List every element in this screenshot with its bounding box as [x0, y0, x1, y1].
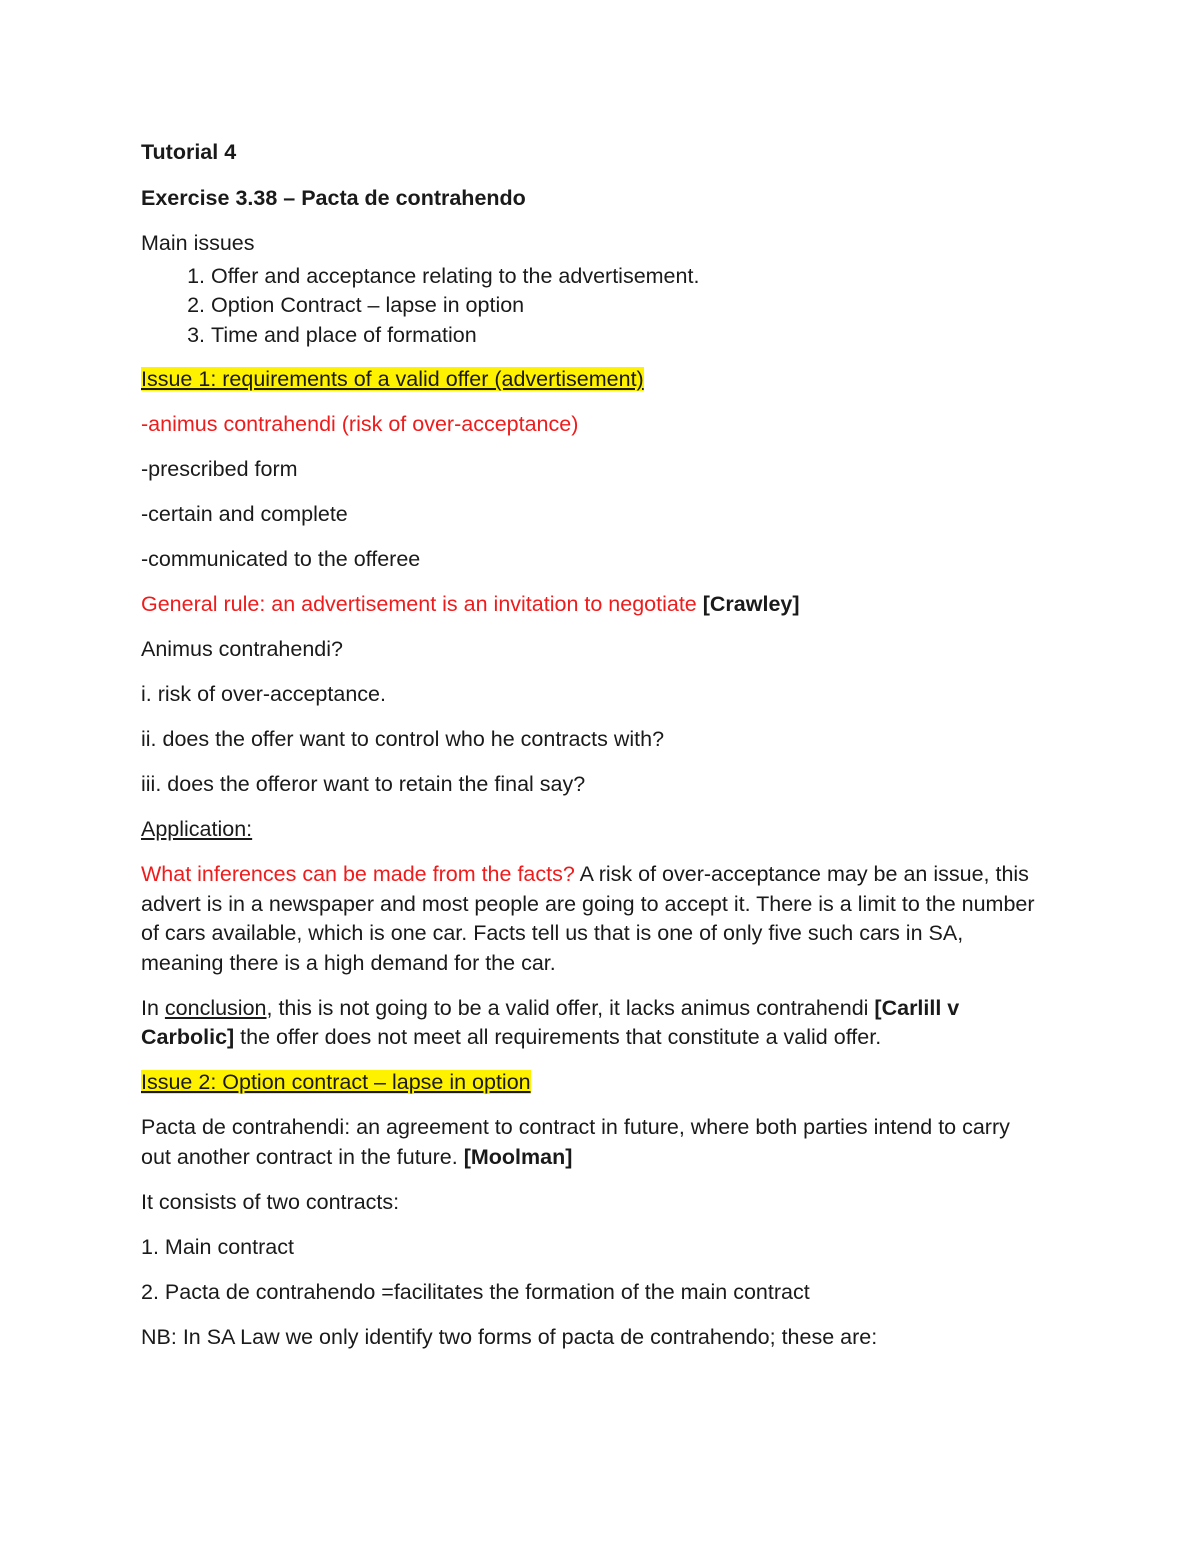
nb-line: NB: In SA Law we only identify two forms of pacta de contrahendo; these are:	[141, 1324, 878, 1349]
application-text: A risk of over-acceptance may be an issue, this advert is in a newspaper and most people are going to accept it. There is a limit to the number of cars available, which is one car. Facts tell us that is one of only five such cars in SA, meaning there is a high demand for the car.	[141, 862, 1035, 975]
case-citation-carlill: [Carlill v Carbolic]	[141, 995, 960, 1049]
general-rule-text: General rule: an advertisement is an invitation to negotiate	[141, 592, 703, 616]
contract-1: 1. Main contract	[141, 1234, 294, 1259]
point-i: i. risk of over-acceptance.	[141, 682, 386, 706]
application-paragraph	[141, 860, 1041, 978]
doc-title: Tutorial 4	[141, 140, 237, 164]
conclusion-text: , this is not going to be a valid offer, it lacks animus contrahendi	[266, 995, 875, 1020]
list-item: 1. Offer and acceptance relating to the advertisement.	[211, 262, 1041, 292]
case-citation-moolman: [Moolman]	[463, 1144, 573, 1169]
exercise-heading: Exercise 3.38 – Pacta de contrahendo	[141, 185, 526, 210]
list-item: 3. Time and place of formation	[211, 321, 1041, 351]
conclusion-paragraph	[141, 994, 1041, 1053]
issue2-heading: Issue 2: Option contract – lapse in option	[141, 1070, 531, 1094]
requirement-communicated: -communicated to the offeree	[141, 547, 421, 571]
contract-2: 2. Pacta de contrahendo =facilitates the formation of the main contract	[141, 1279, 810, 1304]
issue1-heading-line	[141, 365, 1041, 395]
conclusion-in: In	[141, 995, 165, 1020]
list-item: 2. Option Contract – lapse in option	[211, 291, 1041, 321]
main-issues-label: Main issues	[141, 230, 255, 255]
requirement-animus: -animus contrahendi (risk of over-acceptance)	[141, 412, 579, 436]
application-label-line	[141, 815, 1041, 845]
animus-question: Animus contrahendi?	[141, 637, 343, 661]
point-iii: iii. does the offeror want to retain the final say?	[141, 772, 586, 796]
requirement-form: -prescribed form	[141, 457, 298, 481]
application-question: What inferences can be made from the facts?	[141, 862, 575, 886]
consists-line: It consists of two contracts:	[141, 1189, 400, 1214]
case-citation-crawley: [Crawley]	[702, 592, 800, 616]
issue1-heading: Issue 1: requirements of a valid offer (advertisement)	[141, 367, 644, 391]
application-label: Application:	[141, 817, 253, 841]
pacta-paragraph	[141, 1113, 1041, 1172]
requirement-certain: -certain and complete	[141, 502, 348, 526]
pacta-text: Pacta de contrahendi: an agreement to contract in future, where both parties intend to carry out another contract in the future.	[141, 1115, 1010, 1169]
general-rule-line	[141, 590, 1041, 620]
conclusion-tail: the offer does not meet all requirements that constitute a valid offer.	[234, 1025, 882, 1049]
issue2-heading-line	[141, 1068, 1041, 1098]
document-body	[141, 138, 1041, 1368]
conclusion-word: conclusion	[164, 995, 267, 1020]
point-ii: ii. does the offer want to control who he contracts with?	[141, 727, 665, 751]
main-issues-list	[141, 262, 1041, 351]
